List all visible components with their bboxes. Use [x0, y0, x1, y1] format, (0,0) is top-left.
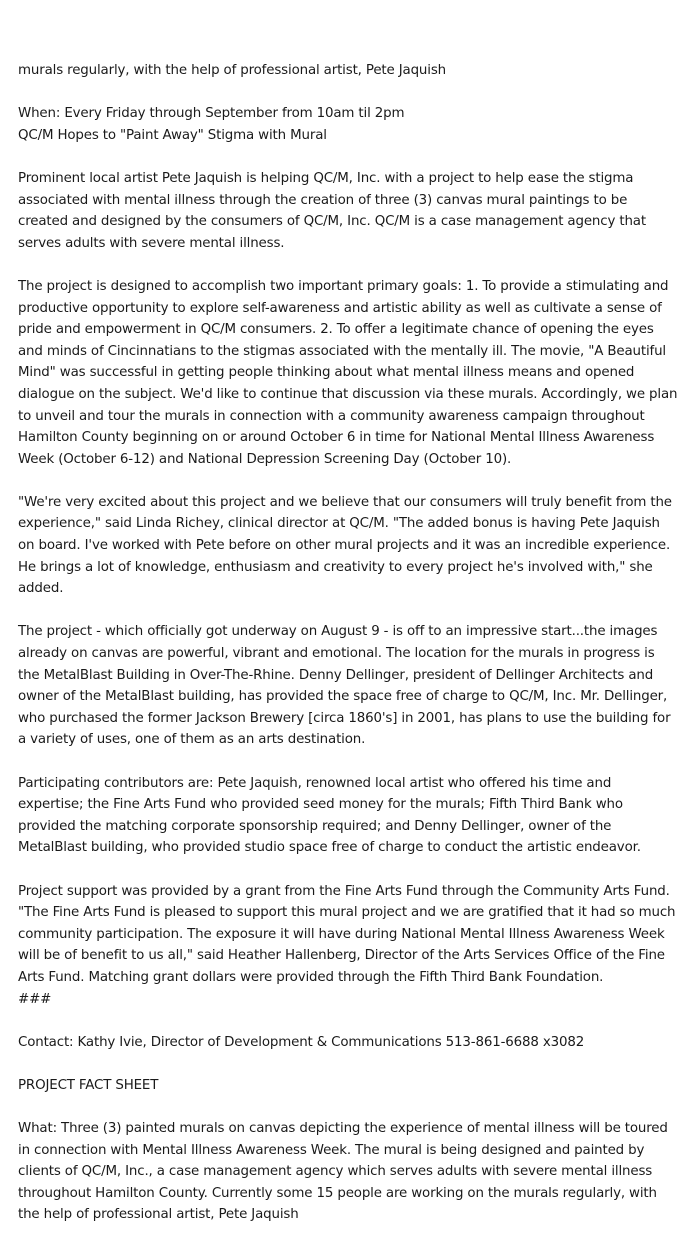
paragraph-quote: "We're very excited about this project and we believe that our consumers will truly benefit from the experience," said Linda Richey, clinical director at QC/M. "The added bonus is having Pete Jaquish on board. I've worked with Pete before on other mural projects and it was an incredible experience. He brings a lot of knowledge, enthusiasm and creativity to every project he's involved with," she added. [18, 494, 672, 597]
paragraph-support: Project support was provided by a grant from the Fine Arts Fund through the Community Arts Fund. "The Fine Arts Fund is pleased to support this mural project and we are gratified that it had so much community participation. The exposure it will have during National Mental Illness Awareness Week will be of benefit to us all," said Heather Hallenberg, Director of the Arts Services Office of the Fine Arts Fund. Matching grant dollars were provided through the Fifth Third Bank Foundation. [18, 883, 676, 985]
contact-line: Contact: Kathy Ivie, Director of Development & Communications 513-861-6688 x3082 [18, 1034, 585, 1050]
lead-line: murals regularly, with the help of professional artist, Pete Jaquish [18, 63, 447, 78]
paragraph-location: The project - which officially got underway on August 9 - is off to an impressive start...the images already on canvas are powerful, vibrant and emotional. The location for the murals in progress is the MetalBlast Building in Over-The-Rhine. Denny Dellinger, president of Dellinger Architects and owner of the MetalBlast building, has provided the space free of charge to QC/M, Inc. Mr. Dellinger, who purchased the former Jackson Brewery [circa 1860's] in 2001, has plans to use the building for a variety of uses, one of them as an arts destination. [18, 624, 671, 748]
fact-sheet-title: PROJECT FACT SHEET [18, 1077, 159, 1093]
headline: QC/M Hopes to "Paint Away" Stigma with Mural [18, 127, 327, 143]
document-body [18, 60, 678, 1248]
paragraph-contributors: Participating contributors are: Pete Jaquish, renowned local artist who offered his time and expertise; the Fine Arts Fund who provided seed money for the murals; Fifth Third Bank who provided the matching corporate sponsorship required; and Denny Dellinger, owner of the MetalBlast building, who provided studio space free of charge to conduct the artistic endeavor. [18, 775, 641, 856]
paragraph-what: What: Three (3) painted murals on canvas depicting the experience of mental illness will be toured in connection with Mental Illness Awareness Week. The mural is being designed and painted by clients of QC/M, Inc., a case management agency which serves adults with severe mental illness throughout Hamilton County. Currently some 15 people are working on the murals regularly, with the help of professional artist, Pete Jaquish [18, 1121, 668, 1223]
paragraph-goals: The project is designed to accomplish two important primary goals: 1. To provide a stimulating and productive opportunity to explore self-awareness and artistic ability as well as cultivate a sense of pride and empowerment in QC/M consumers. 2. To offer a legitimate chance of opening the eyes and minds of Cincinnatians to the stigmas associated with the mentally ill. The movie, "A Beautiful Mind" was successful in getting people thinking about what mental illness means and opened dialogue on the subject. We'd like to continue that discussion via these murals. Accordingly, we plan to unveil and tour the murals in connection with a community awareness campaign throughout Hamilton County beginning on or around October 6 in time for National Mental Illness Awareness Week (October 6-12) and National Depression Screening Day (October 10). [18, 278, 678, 467]
when-line: When: Every Friday through September from 10am til 2pm [18, 106, 405, 122]
paragraph-intro: Prominent local artist Pete Jaquish is helping QC/M, Inc. with a project to help ease the stigma associated with mental illness through the creation of three (3) canvas mural paintings to be created and designed by the consumers of QC/M, Inc. QC/M is a case management agency that serves adults with severe mental illness. [18, 170, 646, 251]
end-mark: ### [18, 991, 52, 1007]
support-block [18, 881, 678, 1011]
when-block [18, 103, 678, 146]
